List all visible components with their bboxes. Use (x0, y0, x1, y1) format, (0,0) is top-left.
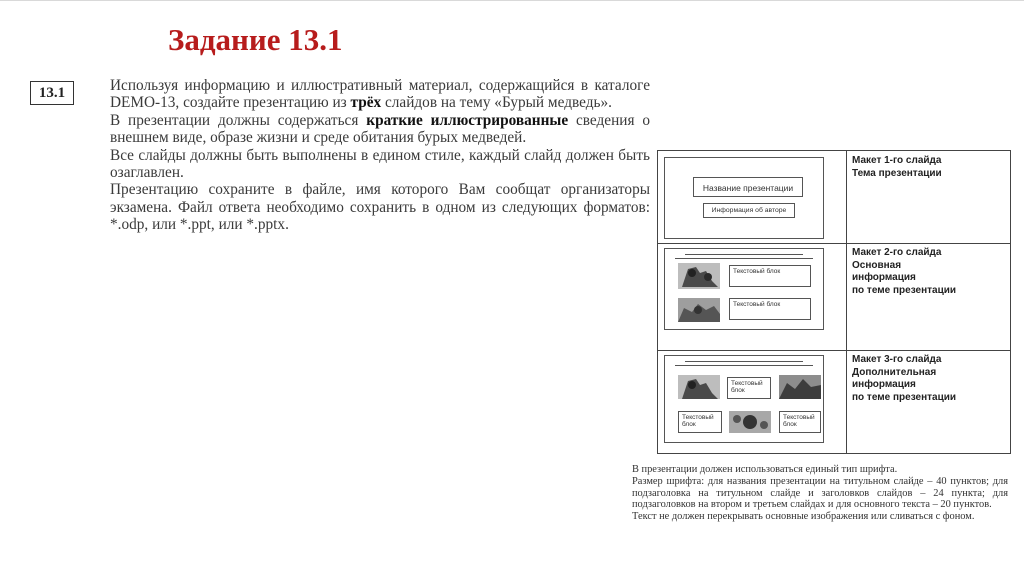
task-text-part: В презентации должны содержаться (110, 111, 367, 129)
layout-preview-cell (658, 350, 847, 453)
text-block: Текстовый блок (678, 411, 722, 433)
task-paragraph-1 (110, 77, 650, 112)
page-title: Задание 13.1 (168, 22, 343, 57)
bear-photo (678, 375, 720, 399)
presentation-title-box: Название презентации (693, 177, 803, 197)
task-paragraph-4 (110, 181, 650, 233)
formatting-notes (632, 464, 1008, 523)
top-divider (0, 0, 1024, 1)
slide-2-preview (664, 248, 824, 330)
task-number-box: 13.1 (30, 81, 74, 105)
layout-row-3 (658, 350, 1010, 453)
text-block: Текстовый блок (729, 265, 811, 287)
task-text-bold: трёх (350, 94, 382, 112)
task-text-part: Презентацию сохраните в файле, имя которого Вам сообщат организаторы экзамена. Файл ответа необходимо сохранить в одном из следующих форматов: *.odp, или *.ppt, или *.pptx. (110, 181, 650, 234)
slide-title-line (675, 258, 813, 259)
slide-title-line (675, 365, 813, 366)
bear-photo (678, 298, 720, 322)
layout-1-label: Макет 1-го слайда Тема презентации (852, 155, 942, 179)
layout-preview-cell (658, 151, 847, 243)
task-text-part: сведения о внешнем виде, образе жизни и среде обитания бурых медведей. (110, 111, 650, 147)
task-text-part: Используя информацию и иллюстративный материал, содержащийся в каталоге DEMO-13, создайте презентацию из (110, 77, 650, 112)
bear-photo (729, 411, 771, 433)
task-text-part: Все слайды должны быть выполнены в едином стиле, каждый слайд должен быть озаглавлен. (110, 146, 650, 182)
slide-title-line (685, 361, 803, 362)
task-text (110, 77, 650, 277)
layout-preview-cell (658, 243, 847, 350)
task-text-bold: краткие иллюстрированные (366, 111, 569, 129)
text-block: Текстовый блок (779, 411, 821, 433)
task-paragraph-3 (110, 147, 650, 182)
layout-2-label: Макет 2-го слайда Основная информация по теме презентации (852, 247, 957, 296)
slide-3-preview (664, 355, 824, 443)
note-item: Размер шрифта: для названия презентации на титульном слайде – 40 пунктов; для подзаголовка на титульном слайде и заголовков слайдов – 24 пункта; для подзаголовков на втором и третьем слайдах и для основного текста – 20 пунктов. (632, 475, 1008, 511)
slide-title-line (685, 254, 803, 255)
layout-3-label: Макет 3-го слайда Дополнительная информация по теме презентации (852, 354, 957, 403)
slide-layouts-table (657, 150, 1011, 454)
bear-photo (678, 263, 720, 289)
task-paragraph-2 (110, 112, 650, 147)
task-text-part: слайдов на тему «Бурый медведь». (381, 94, 612, 112)
slide-1-preview (664, 157, 824, 239)
note-item: В презентации должен использоваться единый тип шрифта. (632, 464, 898, 475)
text-block: Текстовый блок (727, 377, 771, 399)
bear-photo (779, 375, 821, 399)
text-block: Текстовый блок (729, 298, 811, 320)
author-info-box: Информация об авторе (703, 203, 795, 218)
note-item: Текст не должен перекрывать основные изображения или сливаться с фоном. (632, 511, 975, 523)
layout-row-1 (658, 151, 1010, 244)
layout-row-2 (658, 243, 1010, 351)
